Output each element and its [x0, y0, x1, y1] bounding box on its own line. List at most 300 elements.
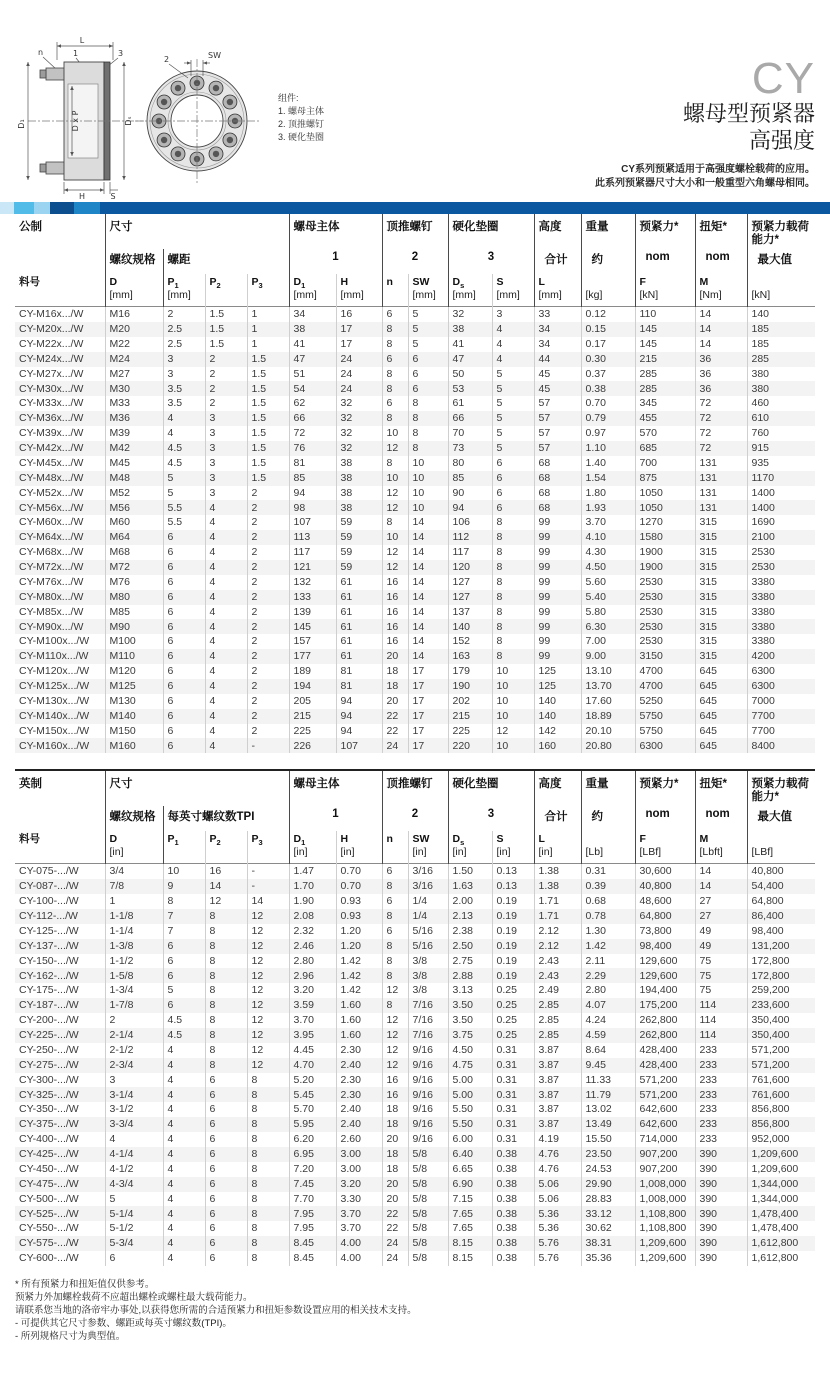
cell: 40,800: [635, 879, 695, 894]
cell: 61: [336, 619, 382, 634]
cell: 17: [408, 679, 448, 694]
sub-header: 1: [289, 249, 382, 274]
cell: 3.59: [289, 998, 336, 1013]
cell: 2.00: [448, 894, 492, 909]
part-label-1: 1: [73, 49, 79, 58]
cell: 68: [534, 500, 581, 515]
group-header: 螺母主体: [289, 770, 382, 806]
cell: M27: [105, 367, 163, 382]
cell: 4.76: [534, 1162, 581, 1177]
cell: 4700: [635, 679, 695, 694]
cell: 8: [247, 1251, 289, 1266]
cell: 99: [534, 590, 581, 605]
cell: 6.00: [448, 1132, 492, 1147]
dim-label-DxP: D x P: [71, 110, 80, 132]
cell: 315: [695, 590, 747, 605]
cell: 2.30: [336, 1043, 382, 1058]
group-header: 尺寸: [105, 770, 289, 806]
cell: 113: [289, 530, 336, 545]
cell: 2: [247, 515, 289, 530]
cell: 4.5: [163, 1013, 205, 1028]
cell: 5: [105, 1192, 163, 1207]
cell: 1.70: [289, 879, 336, 894]
cell: 4: [163, 1058, 205, 1073]
cell: 1.90: [289, 894, 336, 909]
cell: CY-300-.../W: [19, 1073, 79, 1086]
cell: 3: [163, 367, 205, 382]
cell: 4: [163, 426, 205, 441]
cell: 285: [747, 352, 815, 367]
column-header: $D_1$ [mm]: [289, 274, 336, 307]
cell: 10: [492, 679, 534, 694]
cell: 8: [205, 998, 247, 1013]
cell: 190: [448, 679, 492, 694]
cell: 33.12: [581, 1206, 635, 1221]
table-row: [15, 426, 815, 441]
cell: M22: [105, 337, 163, 352]
accent-bar-segment: [50, 202, 74, 214]
column-header: $P_2$: [205, 831, 247, 864]
cell: 145: [635, 322, 695, 337]
cell: 390: [695, 1147, 747, 1162]
dim-label-n: n: [38, 48, 44, 57]
cell: 1.10: [581, 441, 635, 456]
table-row: [15, 1087, 815, 1102]
cell: 49: [695, 939, 747, 954]
cell: 50: [448, 367, 492, 382]
table-row: [15, 530, 815, 545]
cell: 5: [163, 486, 205, 501]
cell: 907,200: [635, 1147, 695, 1162]
cell: 14: [408, 605, 448, 620]
group-header: 重量: [581, 770, 635, 806]
table-row: [15, 1073, 815, 1088]
cell: 390: [695, 1206, 747, 1221]
table-row: [15, 679, 815, 694]
cell: 3.70: [336, 1206, 382, 1221]
cell: 14: [408, 545, 448, 560]
cell: 5.06: [534, 1177, 581, 1192]
cell: 350,400: [747, 1028, 815, 1043]
cell: 13.49: [581, 1117, 635, 1132]
cell: 202: [448, 694, 492, 709]
cell: 185: [747, 322, 815, 337]
cell: CY-175-.../W: [19, 984, 79, 997]
cell: 10: [492, 738, 534, 753]
cell: 4: [205, 619, 247, 634]
cell: 6: [205, 1177, 247, 1192]
cell: 45: [534, 381, 581, 396]
cell: 73,800: [635, 924, 695, 939]
cell: 6: [163, 664, 205, 679]
column-header: $P_1$ [mm]: [163, 274, 205, 307]
dim-label-D1: D₁: [17, 119, 26, 129]
cell: 0.38: [492, 1192, 534, 1207]
cell: 2.80: [581, 983, 635, 998]
cell: 3.87: [534, 1102, 581, 1117]
cell: 225: [289, 724, 336, 739]
cell: 8: [205, 1028, 247, 1043]
cell: 6: [492, 486, 534, 501]
cell: 380: [747, 367, 815, 382]
cell: 875: [635, 471, 695, 486]
cell: 0.70: [336, 864, 382, 879]
cell: CY-M52x.../W: [19, 486, 84, 499]
cell: 3.20: [289, 983, 336, 998]
cell: 3.87: [534, 1058, 581, 1073]
cell: 121: [289, 560, 336, 575]
cell: 5: [163, 983, 205, 998]
cell: 10: [382, 426, 408, 441]
cell: 8: [408, 411, 448, 426]
cell: 285: [635, 367, 695, 382]
cell: 1,209,600: [635, 1251, 695, 1266]
cell: M39: [105, 426, 163, 441]
column-header: $D_1$ [in]: [289, 831, 336, 864]
cell: 1,008,000: [635, 1177, 695, 1192]
cell: 8: [492, 575, 534, 590]
cell: 117: [289, 545, 336, 560]
cell: CY-M72x.../W: [15, 560, 105, 575]
cell: M56: [105, 500, 163, 515]
cell: 12: [382, 1028, 408, 1043]
cell: 1.60: [336, 1028, 382, 1043]
cell: 4700: [635, 664, 695, 679]
cell: 1: [105, 894, 163, 909]
cell: 1.42: [581, 939, 635, 954]
cell: 2: [205, 367, 247, 382]
cell: 4.5: [163, 1028, 205, 1043]
cell: 133: [289, 590, 336, 605]
cell: 610: [747, 411, 815, 426]
cell: 6: [205, 1162, 247, 1177]
cell: 45: [534, 367, 581, 382]
cell: 6300: [747, 679, 815, 694]
cell: 2.40: [336, 1102, 382, 1117]
cell: 1,612,800: [747, 1251, 815, 1266]
sub-header: 3: [448, 249, 534, 274]
cell: 1.20: [336, 939, 382, 954]
cell: 2.40: [336, 1058, 382, 1073]
cell: 0.19: [492, 954, 534, 969]
cell: 4: [163, 1192, 205, 1207]
cell: 3.70: [581, 515, 635, 530]
cell: 3.13: [448, 983, 492, 998]
cell: 6: [492, 471, 534, 486]
cell: 61: [336, 575, 382, 590]
cell: 428,400: [635, 1058, 695, 1073]
cell: M20: [105, 322, 163, 337]
cell: 16: [382, 575, 408, 590]
cell: 20.10: [581, 724, 635, 739]
cell: M48: [105, 471, 163, 486]
cell: 29.90: [581, 1177, 635, 1192]
cell: 2530: [747, 545, 815, 560]
cell: 4: [205, 500, 247, 515]
cell: -: [247, 864, 289, 879]
cell: 0.31: [492, 1117, 534, 1132]
cell: 5-3/4: [105, 1236, 163, 1251]
footnotes: [15, 1278, 815, 1343]
cell: 5.45: [289, 1087, 336, 1102]
cell: 220: [448, 738, 492, 753]
cell: 2: [247, 605, 289, 620]
cell: 14: [408, 515, 448, 530]
cell: 38: [336, 500, 382, 515]
cell: 8: [205, 1013, 247, 1028]
cell: 90: [448, 486, 492, 501]
cell: 1,478,400: [747, 1206, 815, 1221]
cell: 3.5: [163, 396, 205, 411]
cell: 1.71: [534, 894, 581, 909]
cell: 1.42: [336, 983, 382, 998]
cell: 4.10: [581, 530, 635, 545]
cell: 8: [492, 560, 534, 575]
accent-bar: [0, 202, 830, 214]
cell: 215: [448, 709, 492, 724]
cell: 99: [534, 575, 581, 590]
accent-bar-segment: [14, 202, 34, 214]
cell: 72: [695, 411, 747, 426]
cell: 2.5: [163, 337, 205, 352]
cell: 99: [534, 560, 581, 575]
cell: 0.31: [492, 1058, 534, 1073]
cell: 0.38: [492, 1236, 534, 1251]
cell: CY-250-.../W: [19, 1043, 79, 1056]
cell: 6: [163, 530, 205, 545]
cell: 1.5: [205, 307, 247, 322]
cell: 38: [336, 456, 382, 471]
cell: 139: [289, 605, 336, 620]
cell: 4: [163, 1206, 205, 1221]
cell: 1900: [635, 560, 695, 575]
cell: CY-M110x.../W: [15, 649, 105, 664]
cell: 14: [408, 560, 448, 575]
cell: 10: [163, 864, 205, 879]
cell: 7.95: [289, 1221, 336, 1236]
cell: 0.97: [581, 426, 635, 441]
cell: CY-225-.../W: [15, 1028, 105, 1043]
cell: 390: [695, 1221, 747, 1236]
table-row: [15, 1221, 815, 1236]
cell: CY-M76x.../W: [19, 575, 84, 588]
cell: 315: [695, 530, 747, 545]
cell: 2: [247, 679, 289, 694]
cell: 3380: [747, 619, 815, 634]
cell: 14: [695, 322, 747, 337]
cell: 233: [695, 1087, 747, 1102]
table-row: [15, 575, 815, 590]
cell: 2.5: [163, 322, 205, 337]
cell: 9/16: [408, 1102, 448, 1117]
cell: 49: [695, 924, 747, 939]
cell: 16: [382, 605, 408, 620]
cell: M30: [105, 381, 163, 396]
cell: 3/8: [408, 968, 448, 983]
cell: 0.25: [492, 1028, 534, 1043]
cell: 75: [695, 954, 747, 969]
cell: 6: [205, 1147, 247, 1162]
cell: 20: [382, 1132, 408, 1147]
cell: 1.42: [336, 968, 382, 983]
cell: 10: [408, 500, 448, 515]
cell: 2: [247, 560, 289, 575]
cell: 226: [289, 738, 336, 753]
cell: 8: [382, 381, 408, 396]
table-row: [15, 1132, 815, 1147]
group-header: 螺母主体: [289, 214, 382, 249]
sub-header: 2: [382, 249, 448, 274]
column-header: D [in]: [105, 831, 163, 864]
cell: 137: [448, 605, 492, 620]
cell: 7700: [747, 724, 815, 739]
cell: 1/4: [408, 894, 448, 909]
cell: 44: [534, 352, 581, 367]
cell: 23.50: [581, 1147, 635, 1162]
cell: 3380: [747, 575, 815, 590]
cell: 11.33: [581, 1073, 635, 1088]
cell: CY-M39x.../W: [19, 427, 84, 440]
cell: CY-150-.../W: [19, 954, 79, 967]
cell: 8: [382, 337, 408, 352]
cell: 125: [534, 679, 581, 694]
cell: 215: [635, 352, 695, 367]
cell: 32: [448, 307, 492, 322]
cell: 315: [695, 619, 747, 634]
cell: M150: [105, 724, 163, 739]
table-row: [15, 486, 815, 501]
cell: 12: [247, 968, 289, 983]
cell: 17: [408, 709, 448, 724]
group-header: 扭矩*: [695, 770, 747, 806]
cell: 6: [163, 619, 205, 634]
cell: 24: [382, 738, 408, 753]
cell: 14: [205, 879, 247, 894]
cell: CY-M160x.../W: [15, 738, 105, 753]
cell: 24: [336, 367, 382, 382]
cell: 1400: [747, 500, 815, 515]
cell: 54: [289, 381, 336, 396]
cell: 4: [205, 530, 247, 545]
cell: 62: [289, 396, 336, 411]
cell: 8: [247, 1177, 289, 1192]
cell: 285: [635, 381, 695, 396]
dim-label-S: S: [110, 192, 116, 200]
table-row: [15, 441, 815, 456]
table-row: [15, 968, 815, 983]
cell: 6300: [635, 738, 695, 753]
cell: 2.85: [534, 1013, 581, 1028]
cell: 75: [695, 983, 747, 998]
cell: 12: [382, 441, 408, 456]
cell: 3.75: [448, 1028, 492, 1043]
cell: 38: [336, 486, 382, 501]
cell: 1.30: [581, 924, 635, 939]
cell: CY-425-.../W: [15, 1147, 105, 1162]
cell: 24.53: [581, 1162, 635, 1177]
cell: 12: [247, 1013, 289, 1028]
cell: M42: [105, 441, 163, 456]
cell: 4: [205, 515, 247, 530]
cell: 5-1/2: [105, 1221, 163, 1236]
cell: 571,200: [635, 1073, 695, 1088]
cell: 4.19: [534, 1132, 581, 1147]
cell: 6: [163, 724, 205, 739]
cell: 194,400: [635, 983, 695, 998]
cell: 5250: [635, 694, 695, 709]
cell: 8: [205, 954, 247, 969]
cell: 5: [163, 471, 205, 486]
cell: CY-M22x.../W: [19, 337, 84, 350]
cell: 1,209,600: [747, 1162, 815, 1177]
cell: 7.70: [289, 1192, 336, 1207]
cell: 15.50: [581, 1132, 635, 1147]
cell: 24: [382, 1251, 408, 1266]
cell: 5.00: [448, 1073, 492, 1088]
cell: 1,612,800: [747, 1236, 815, 1251]
cell: 0.31: [492, 1132, 534, 1147]
cell: 17: [408, 694, 448, 709]
cell: 9/16: [408, 1132, 448, 1147]
cell: CY-M120x.../W: [19, 665, 90, 678]
cell: M85: [105, 605, 163, 620]
cell: 54,400: [747, 879, 815, 894]
cell: 4: [205, 679, 247, 694]
cell: 8: [382, 909, 408, 924]
table-row: [15, 1192, 815, 1207]
table-row: [15, 634, 815, 649]
cell: 5.76: [534, 1251, 581, 1266]
cell: 315: [695, 605, 747, 620]
cell: 2.30: [336, 1087, 382, 1102]
cell: 1-1/4: [105, 924, 163, 939]
table-row: [15, 909, 815, 924]
cell: 75: [695, 968, 747, 983]
legend-item: 2. 顶推螺钉: [278, 119, 325, 129]
cell: CY-M80x.../W: [15, 590, 105, 605]
cell: 5: [492, 367, 534, 382]
cell: 172,800: [747, 968, 815, 983]
accent-bar-segment: [34, 202, 50, 214]
column-header: $P_1$: [163, 831, 205, 864]
cell: 127: [448, 590, 492, 605]
cell: 233: [695, 1043, 747, 1058]
column-header: L [mm]: [534, 274, 581, 307]
cell: 0.39: [581, 879, 635, 894]
cell: 8: [492, 634, 534, 649]
cell: 8.15: [448, 1236, 492, 1251]
cell: 2.43: [534, 954, 581, 969]
cell: 6: [492, 456, 534, 471]
cell: 2: [247, 545, 289, 560]
cell: 57: [534, 411, 581, 426]
cell: 2.38: [448, 924, 492, 939]
cell: 1.5: [247, 441, 289, 456]
cell: CY-M24x.../W: [15, 352, 105, 367]
cell: 8: [205, 1043, 247, 1058]
legend-item: 3. 硬化垫圈: [278, 132, 325, 142]
cell: 1.20: [336, 924, 382, 939]
cell: 2.32: [289, 924, 336, 939]
cell: 3.70: [289, 1013, 336, 1028]
metric-table: [15, 214, 815, 753]
side-view-bottom-bolt: [46, 162, 66, 174]
cell: 8: [408, 396, 448, 411]
cell: 1,108,800: [635, 1206, 695, 1221]
cell: 1170: [747, 471, 815, 486]
cell: 1.5: [247, 367, 289, 382]
cell: 12: [382, 983, 408, 998]
